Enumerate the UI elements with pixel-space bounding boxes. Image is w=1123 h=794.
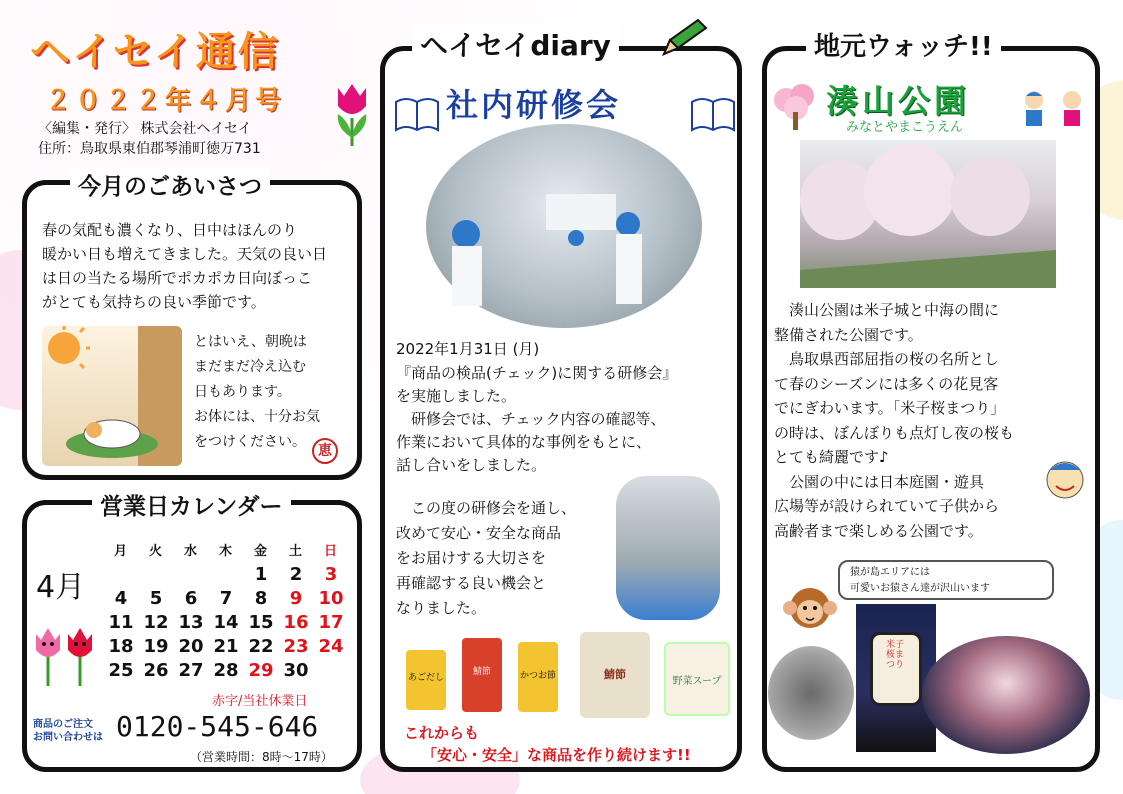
cat-illustration [42, 326, 182, 466]
park-description: 湊山公園は米子城と中海の間に 整備された公園です。 鳥取県西部屈指の桜の名所とし て春のシーズンには多くの花見客 でにぎわいます。「米子桜まつり」 の時は、ぼんぼりも点灯し夜の桜も とても綺麗です♪ 公園の中には日本庭園・遊具 広場等が設けられていて子供から 高齢者まで楽しめる公園です。 [774, 301, 1015, 540]
calendar-day: 20 [178, 636, 204, 657]
tulips-icon [30, 620, 100, 688]
diary-body-2: この度の研修会を通し、 改めて安心・安全な商品 をお届けする大切さを 再確認する良い機会と なりました。 [396, 499, 577, 617]
calendar-day: 16 [283, 612, 309, 633]
diary-heading: ヘイセイdiary [412, 24, 619, 64]
tulip-icon [330, 78, 374, 148]
calendar-day: 25 [108, 660, 134, 681]
cherry-tree-icon [770, 82, 820, 132]
children-icon [1016, 88, 1092, 134]
calendar-day: 18 [108, 636, 134, 657]
calendar-day: 29 [248, 660, 274, 681]
calendar-weekday: 土 [289, 544, 303, 559]
publisher-line: 〈編集・発行〉 株式会社ヘイセイ [38, 121, 252, 137]
product-row [400, 632, 736, 720]
diary-date: 2022年1月31日 (月) [396, 340, 540, 358]
calendar-day: 17 [318, 612, 344, 633]
monkey-photo [768, 646, 854, 740]
calendar-weekday: 火 [149, 544, 163, 559]
training-photo [426, 124, 702, 328]
local-heading: 地元ウォッチ!! [806, 26, 1001, 63]
calendar-day: 28 [213, 660, 239, 681]
closing-line-2: 「安心・安全」な商品を作り続けます!! [422, 746, 691, 764]
contact-label: 商品のご注文 お問い合わせは [33, 719, 103, 743]
calendar-month: 4月 [36, 570, 86, 605]
calendar-day: 6 [184, 588, 198, 609]
calendar-day: 9 [289, 588, 303, 609]
calendar-day: 23 [283, 636, 309, 657]
smiling-kid-icon [1040, 456, 1090, 502]
inspection-photo [616, 476, 720, 620]
calendar-day: 8 [254, 588, 268, 609]
calendar-day: 21 [213, 636, 239, 657]
greeting-paragraph-1: 春の気配も濃くなり、日中はほんのり 暖かい日も増えてきました。天気の良い日 は日の当たる場所でポカポカ日向ぼっこ がとても気持ちの良い季節です。 [42, 221, 328, 311]
product-pack: 野菜スープ [664, 642, 730, 716]
calendar-day: 19 [143, 636, 169, 657]
calendar-day: 11 [108, 612, 134, 633]
greeting-heading: 今月のごあいさつ [70, 168, 270, 201]
calendar-day: 13 [178, 612, 204, 633]
calendar-day: 24 [318, 636, 344, 657]
product-pack: あごだし [406, 650, 446, 710]
calendar-day: 4 [114, 588, 128, 609]
closing-line-1: これからも [404, 724, 480, 742]
park-name: 湊山公園 [826, 82, 971, 120]
calendar-weekday: 月 [114, 544, 128, 559]
calendar-day: 7 [219, 588, 233, 609]
calendar-day: 22 [248, 636, 274, 657]
calendar-day: 5 [149, 588, 163, 609]
park-reading: みなとやまこうえん [846, 120, 964, 135]
calendar-day: 3 [324, 564, 338, 585]
sun-icon [42, 326, 182, 466]
issue-date: ２０２２年４月号 [45, 86, 286, 116]
product-pack: 鯖節 [462, 638, 502, 712]
cherry-blossom-photo [800, 140, 1056, 288]
monkey-icon [780, 582, 842, 642]
calendar-legend: 赤字/当社休業日 [212, 694, 308, 709]
pencil-icon [660, 18, 708, 58]
calendar-weekday: 木 [219, 544, 233, 559]
calendar-day: 2 [289, 564, 303, 585]
product-pack: かつお節 [518, 642, 558, 712]
speech-bubble: 猿が島エリアには 可愛いお猿さん達が沢山います [838, 560, 1054, 600]
business-hours: （営業時間：8時～17時） [190, 750, 333, 764]
calendar-day: 1 [254, 564, 268, 585]
calendar-day: 27 [178, 660, 204, 681]
newsletter-title: ヘイセイ通信 [30, 29, 280, 75]
calendar-day: 10 [318, 588, 344, 609]
calendar-day: 30 [283, 660, 309, 681]
calendar-day: 12 [143, 612, 169, 633]
calendar-day: 14 [213, 612, 239, 633]
calendar-day: 15 [248, 612, 274, 633]
calendar-weekday: 水 [184, 544, 198, 559]
diary-subtitle: 社内研修会 [446, 86, 622, 124]
address-line: 住所：鳥取県東伯郡琴浦町徳万731 [38, 141, 261, 157]
calendar-weekday: 日 [324, 544, 338, 559]
calendar-heading: 営業日カレンダー [92, 488, 291, 521]
lantern-text: 米子桜まつり [886, 640, 905, 670]
product-pack: 鯖節 [580, 632, 650, 718]
greeting-paragraph-2: とはいえ、朝晩は まだまだ冷え込む 日もあります。 お体には、十分お気 をつけください。 [194, 334, 320, 450]
phone-number: 0120-545-646 [116, 710, 319, 743]
signature-stamp: 恵 [312, 438, 338, 464]
diary-body-1: 『商品の検品(チェック)に関する研修会』 を実施しました。 研修会では、チェック内容の確認等、 作業において具体的な事例をもとに、 話し合いをしました。 [396, 364, 678, 474]
calendar-weekday: 金 [254, 544, 268, 559]
lantern-photo [856, 604, 936, 752]
night-sakura-photo [922, 636, 1090, 754]
calendar-day: 26 [143, 660, 169, 681]
